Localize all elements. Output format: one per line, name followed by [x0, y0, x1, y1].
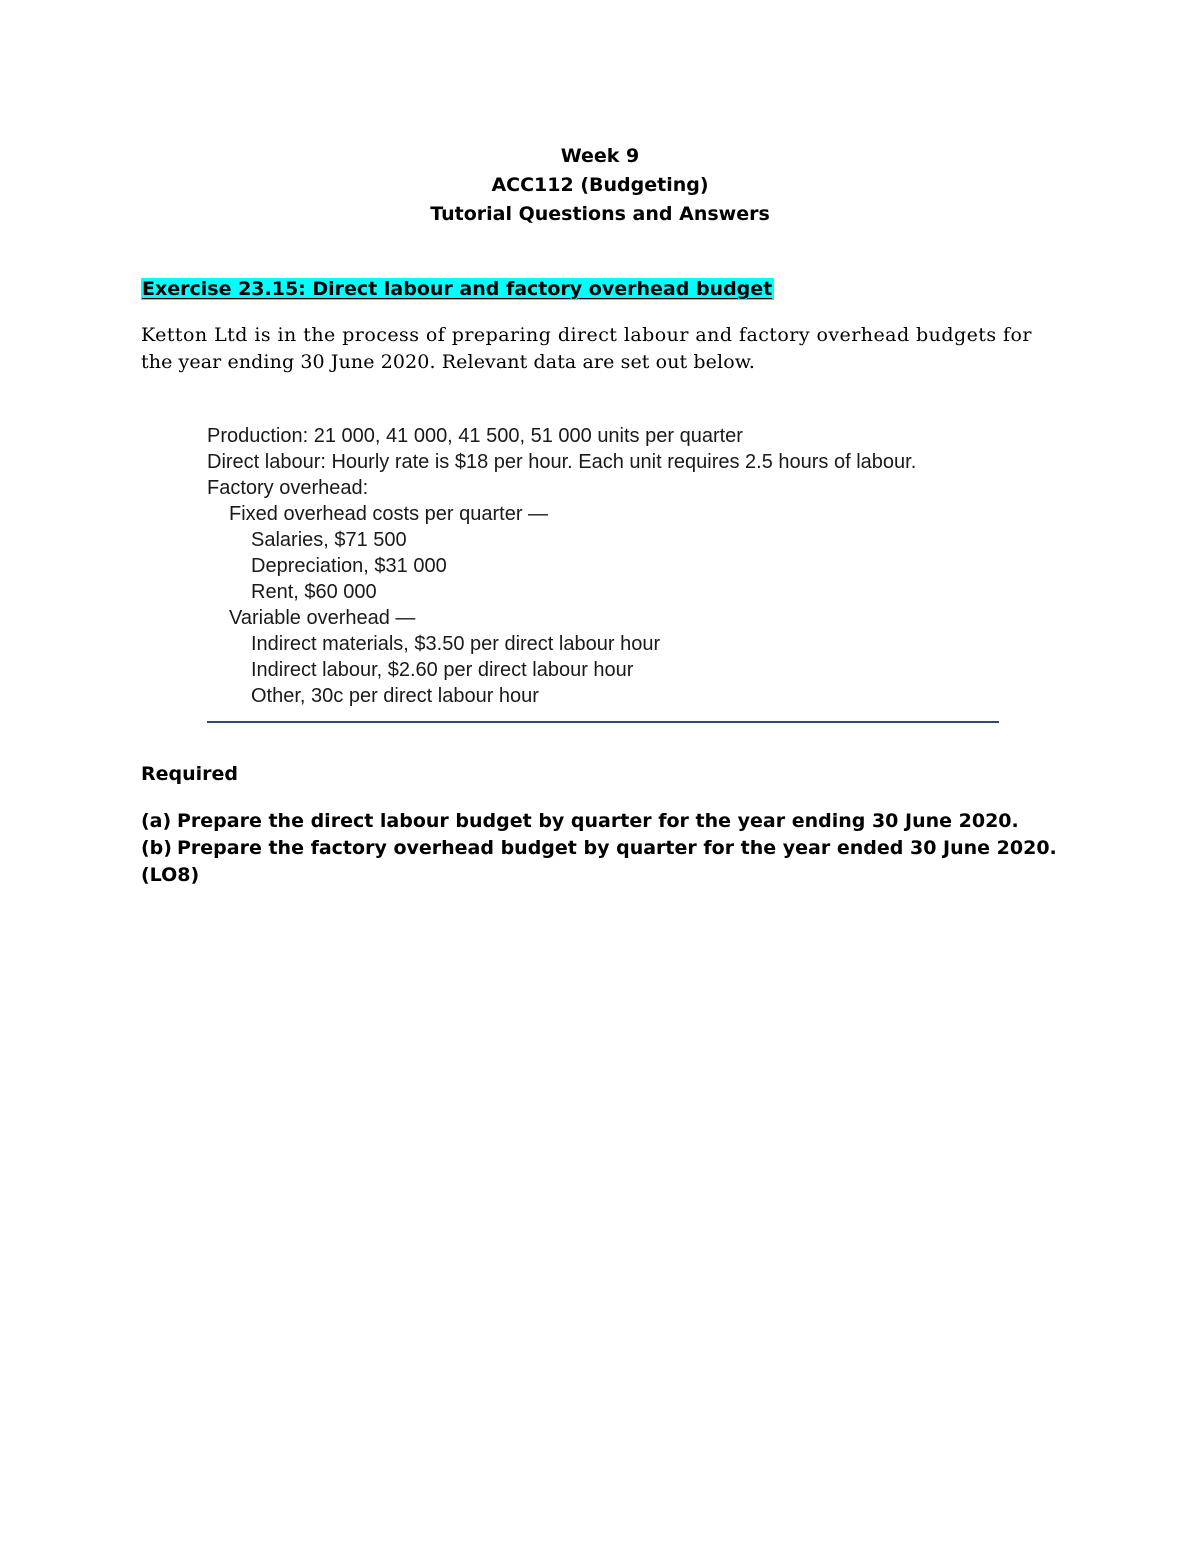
direct-labour-line: Direct labour: Hourly rate is $18 per hour. Each unit requires 2.5 hours of labour.: [207, 451, 917, 473]
variable-item-indirect-materials: Indirect materials, $3.50 per direct labour hour: [251, 633, 661, 655]
variable-item-indirect-labour: Indirect labour, $2.60 per direct labour hour: [251, 659, 634, 681]
question-b-text: Prepare the factory overhead budget by quarter for the year ended 30 June 2020.: [177, 837, 1057, 859]
exercise-title: Exercise 23.15: Direct labour and factory overhead budget: [142, 278, 773, 300]
exercise-data-block: [207, 423, 999, 709]
fixed-item-rent: Rent, $60 000: [251, 581, 377, 603]
question-b: [141, 835, 1057, 862]
document-header: [0, 142, 1200, 229]
production-line: Production: 21 000, 41 000, 41 500, 51 000 units per quarter: [207, 425, 743, 447]
required-heading: Required: [141, 763, 239, 785]
variable-item-other: Other, 30c per direct labour hour: [251, 685, 539, 707]
fixed-item-depreciation: Depreciation, $31 000: [251, 555, 447, 577]
learning-outcome: (LO8): [141, 864, 200, 886]
question-a: [141, 808, 1057, 835]
exercise-heading: [141, 276, 774, 303]
intro-line-1: Ketton Ltd is in the process of preparing direct labour and factory overhead budgets for: [141, 324, 1032, 346]
question-a-label: (a): [141, 810, 172, 832]
question-list: [141, 808, 1057, 889]
intro-paragraph: [141, 322, 1061, 376]
data-block-divider: [207, 721, 999, 723]
fixed-overhead-heading: Fixed overhead costs per quarter —: [229, 503, 549, 525]
question-a-text: Prepare the direct labour budget by quarter for the year ending 30 June 2020.: [177, 810, 1019, 832]
course-title: ACC112 (Budgeting): [491, 174, 709, 196]
factory-overhead-heading: Factory overhead:: [207, 477, 369, 499]
document-subtitle: Tutorial Questions and Answers: [430, 203, 770, 225]
question-b-label: (b): [141, 837, 172, 859]
week-label: Week 9: [560, 145, 640, 167]
fixed-item-salaries: Salaries, $71 500: [251, 529, 407, 551]
variable-overhead-heading: Variable overhead —: [229, 607, 416, 629]
intro-line-2: the year ending 30 June 2020. Relevant data are set out below.: [141, 351, 755, 373]
